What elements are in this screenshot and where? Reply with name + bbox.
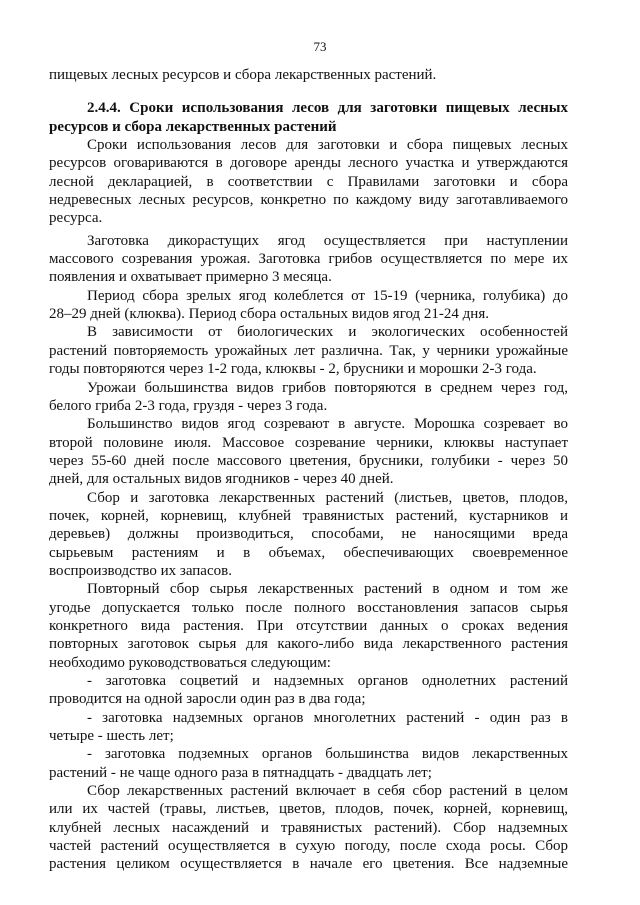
page-number: 73 [313,39,327,54]
text-line: массового созревания урожая. Заготовка грибов осуществляется по мере их [49,251,568,268]
text-line: сырьевым растениям и в объемах, обеспечивающих своевременное [49,544,568,561]
text-line: ресурсов оговариваются в договоре аренды лесного участка и утверждаются [49,155,568,172]
text-line: Сбор и заготовка лекарственных растений (листьев, цветов, плодов, [87,489,568,506]
text-line: через 55-60 дней после массового цветения, брусники, голубики - через 50 [49,452,568,469]
text-line: растения целиком осуществляется в начале его цветения. Все надземные [49,856,568,873]
page-body [49,66,568,874]
text-line: недревесных лесных ресурсов, конкретно по каждому виду заготавливаемого [49,192,568,209]
text-line: ресурса. [49,210,103,227]
text-line: угодье допускается только после полного восстановления запасов сырья [49,599,568,616]
text-line: Повторный сбор сырья лекарственных растений в одном и том же [87,581,568,598]
section-heading-line: 2.4.4. Сроки использования лесов для заготовки пищевых лесных [87,100,568,117]
text-line: лесной декларацией, в соответствии с Правилами заготовки и сбора [49,173,568,190]
list-item-line: четыре - шесть лет; [49,728,174,745]
text-line: годы повторяются через 1-2 года, клюквы - 2, брусники и морошки 2-3 года. [49,361,537,378]
list-item-line: - заготовка соцветий и надземных органов однолетних растений [87,673,568,689]
text-line: 28–29 дней (клюква). Период сбора остальных видов ягод 21-24 дня. [49,306,489,323]
text-line: Период сбора зрелых ягод колеблется от 15-19 (черника, голубика) до [87,287,568,304]
text-line: необходимо руководствоваться следующим: [49,654,331,671]
text-line: почек, корней, корневищ, клубней травянистых растений, кустарников и [49,507,568,524]
text-line: появления и охватывает примерно 3 месяца. [49,269,332,286]
list-item-line: - заготовка надземных органов многолетних растений - один раз в [87,709,568,726]
text-line: клубней лесных насаждений и травянистых растений). Сбор надземных [49,819,568,836]
text-line: пищевых лесных ресурсов и сбора лекарственных растений. [49,67,437,83]
section-heading-line: ресурсов и сбора лекарственных растений [49,118,337,135]
text-line: частей растений осуществляется в сухую погоду, после схода росы. Сбор [49,838,568,855]
list-item-line: растений - не чаще одного раза в пятнадцать - двадцать лет; [49,764,432,781]
text-line: В зависимости от биологических и экологических особенностей [87,324,568,341]
text-line: Сроки использования лесов для заготовки и сбора пищевых лесных [87,137,568,154]
text-line: Заготовка дикорастущих ягод осуществляется при наступлении [87,232,568,249]
list-item-line: проводится на одной заросли один раз в два года; [49,691,366,708]
text-line: белого гриба 2-3 года, груздя - через 3 года. [49,397,328,414]
text-line: воспроизводство их запасов. [49,562,232,579]
text-line: второй половине июля. Массовое созревание черники, клюквы наступает [49,434,568,451]
text-line: Урожаи большинства видов грибов повторяются в среднем через год, [87,379,568,396]
text-line: повторных заготовок сырья для какого-либо вида лекарственного растения [49,636,568,653]
text-line: деревьев) должны производиться, способами, не наносящими вреда [49,526,568,543]
text-line: конкретного вида растения. При отсутствии данных о сроках ведения [49,617,568,634]
text-line: Большинство видов ягод созревают в августе. Морошка созревает во [87,416,568,433]
section-gap [49,84,568,99]
list-item-line: - заготовка подземных органов большинства видов лекарственных [87,746,568,763]
text-line: растений повторяемость урожайных лет различна. Так, у черники урожайные [49,342,568,359]
text-line: Сбор лекарственных растений включает в себя сбор растений в целом [87,783,568,800]
text-line: или их частей (травы, листьев, цветов, плодов, почек, корней, корневищ, [49,801,568,818]
text-line: дней, для остальных видов ягодников - через 40 дней. [49,471,394,488]
